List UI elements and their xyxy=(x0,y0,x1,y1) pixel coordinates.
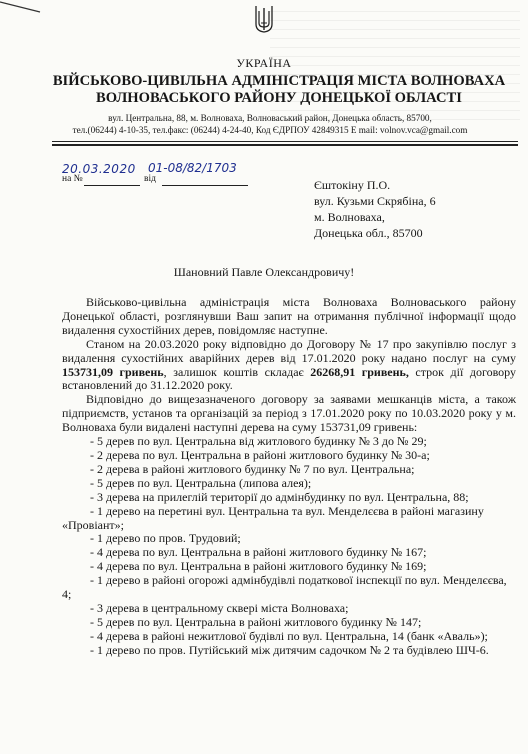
address-line1: вул. Центральна, 88, м. Волноваха, Волноваський район, Донецька область, 85700, xyxy=(108,113,432,123)
address-line2: тел.(06244) 4-10-35, тел.факс: (06244) 4-24-40, Код ЄДРПОУ 42849315 E mail: volnov.vca@gmail.com xyxy=(72,125,468,135)
list-item: - 1 дерево на перетині вул. Центральна та вул. Менделєєва в районі магазину «Провіант»; xyxy=(62,503,484,532)
handwritten-registration-number: 01-08/82/1703 xyxy=(148,161,237,175)
vid-underline xyxy=(162,185,248,186)
list-item: - 1 дерево по пров. Путійський між дитячим садочком № 2 та будівлею ШЧ-6. xyxy=(90,642,489,657)
na-label: на № xyxy=(62,174,83,184)
list-item: - 1 дерево по пров. Трудовий; xyxy=(90,531,241,546)
list-item: - 4 дерева по вул. Центральна в районі житлового будинку № 167; xyxy=(90,545,427,560)
recipient-region: Донецька обл., 85700 xyxy=(314,226,423,240)
list-item: - 1 дерево в районі огорожі адмінбудівлі податкової інспекції по вул. Менделєєва, 4; xyxy=(62,573,507,602)
list-item: - 2 дерева по вул. Центральна в районі житлового будинку № 30-а; xyxy=(90,447,430,462)
organization-address xyxy=(20,112,520,136)
list-item: - 4 дерева в районі нежитлової будівлі по вул. Центральна, 14 (банк «Аваль»); xyxy=(90,628,488,643)
list-item: - 2 дерева в районі житлового будинку № 7 по вул. Центральна; xyxy=(90,461,415,476)
list-item: - 4 дерева по вул. Центральна в районі житлового будинку № 169; xyxy=(90,559,427,574)
paragraph-2 xyxy=(62,338,516,394)
trident-coat-of-arms-icon xyxy=(254,4,274,34)
letter-body xyxy=(62,296,516,658)
list-item: - 5 дерев по вул. Центральна (липова алея); xyxy=(90,475,312,490)
amount-provided: 153731,09 гривень xyxy=(62,364,164,379)
greeting: Шановний Павле Олександровичу! xyxy=(173,265,355,279)
recipient-street: вул. Кузьми Скрябіна, 6 xyxy=(314,194,436,208)
paragraph-2-text-b: , залишок коштів складає xyxy=(163,364,311,379)
organization-name xyxy=(40,73,518,107)
vid-label: від xyxy=(144,174,156,184)
amount-remaining: 26268,91 гривень, xyxy=(310,364,409,379)
recipient-city: м. Волноваха, xyxy=(314,210,385,224)
list-item: - 5 дерев по вул. Центральна в районі житлового будинку № 147; xyxy=(90,614,422,629)
faint-stamp-mark xyxy=(370,142,520,182)
paragraph-2-text-c: строк дії договору встановлений до 31.12.2020 року. xyxy=(62,364,516,393)
corner-mark xyxy=(0,0,60,20)
country-name: УКРАЇНА xyxy=(236,56,292,70)
list-item: - 3 дерева в центральному сквері міста Волноваха; xyxy=(90,600,349,615)
recipient-name: Єштокіну П.О. xyxy=(314,178,391,192)
paragraph-2-text-a: Станом на 20.03.2020 року відповідно до Договору № 17 про закупівлю послуг з видалення сухостійних аварійних дерев від 17.01.2020 року надано послуг на суму xyxy=(62,336,516,365)
recipient-block xyxy=(314,177,436,241)
list-item: - 3 дерева на прилеглій території до адмінбудинку по вул. Центральна, 88; xyxy=(90,489,469,504)
handwritten-date: 20.03.2020 xyxy=(62,162,136,176)
paragraph-3: Відповідно до вищезазначеного договору за заявами мешканців міста, а також підприємств, установ та організацій за період з 17.01.2020 року по 10.03.2020 року у м. Волноваха були видалені наступні дерева на суму 153731,09 гривень: xyxy=(62,392,516,435)
na-underline xyxy=(84,185,140,186)
paragraph-1: Військово-цивільна адміністрація міста Волноваха Волноваського району Донецької області, розглянувши Ваш запит на отримання публічної інформації щодо видалення сухостійних дерев, повідомляє наступне. xyxy=(62,295,516,337)
organization-name-line1: ВІЙСЬКОВО-ЦИВІЛЬНА АДМІНІСТРАЦІЯ МІСТА ВОЛНОВАХА xyxy=(52,73,506,89)
registration-line xyxy=(62,174,262,188)
organization-name-line2: ВОЛНОВАСЬКОГО РАЙОНУ ДОНЕЦЬКОЇ ОБЛАСТІ xyxy=(96,90,462,106)
list-item: - 5 дерев по вул. Центральна від житлового будинку № 3 до № 29; xyxy=(90,434,427,449)
